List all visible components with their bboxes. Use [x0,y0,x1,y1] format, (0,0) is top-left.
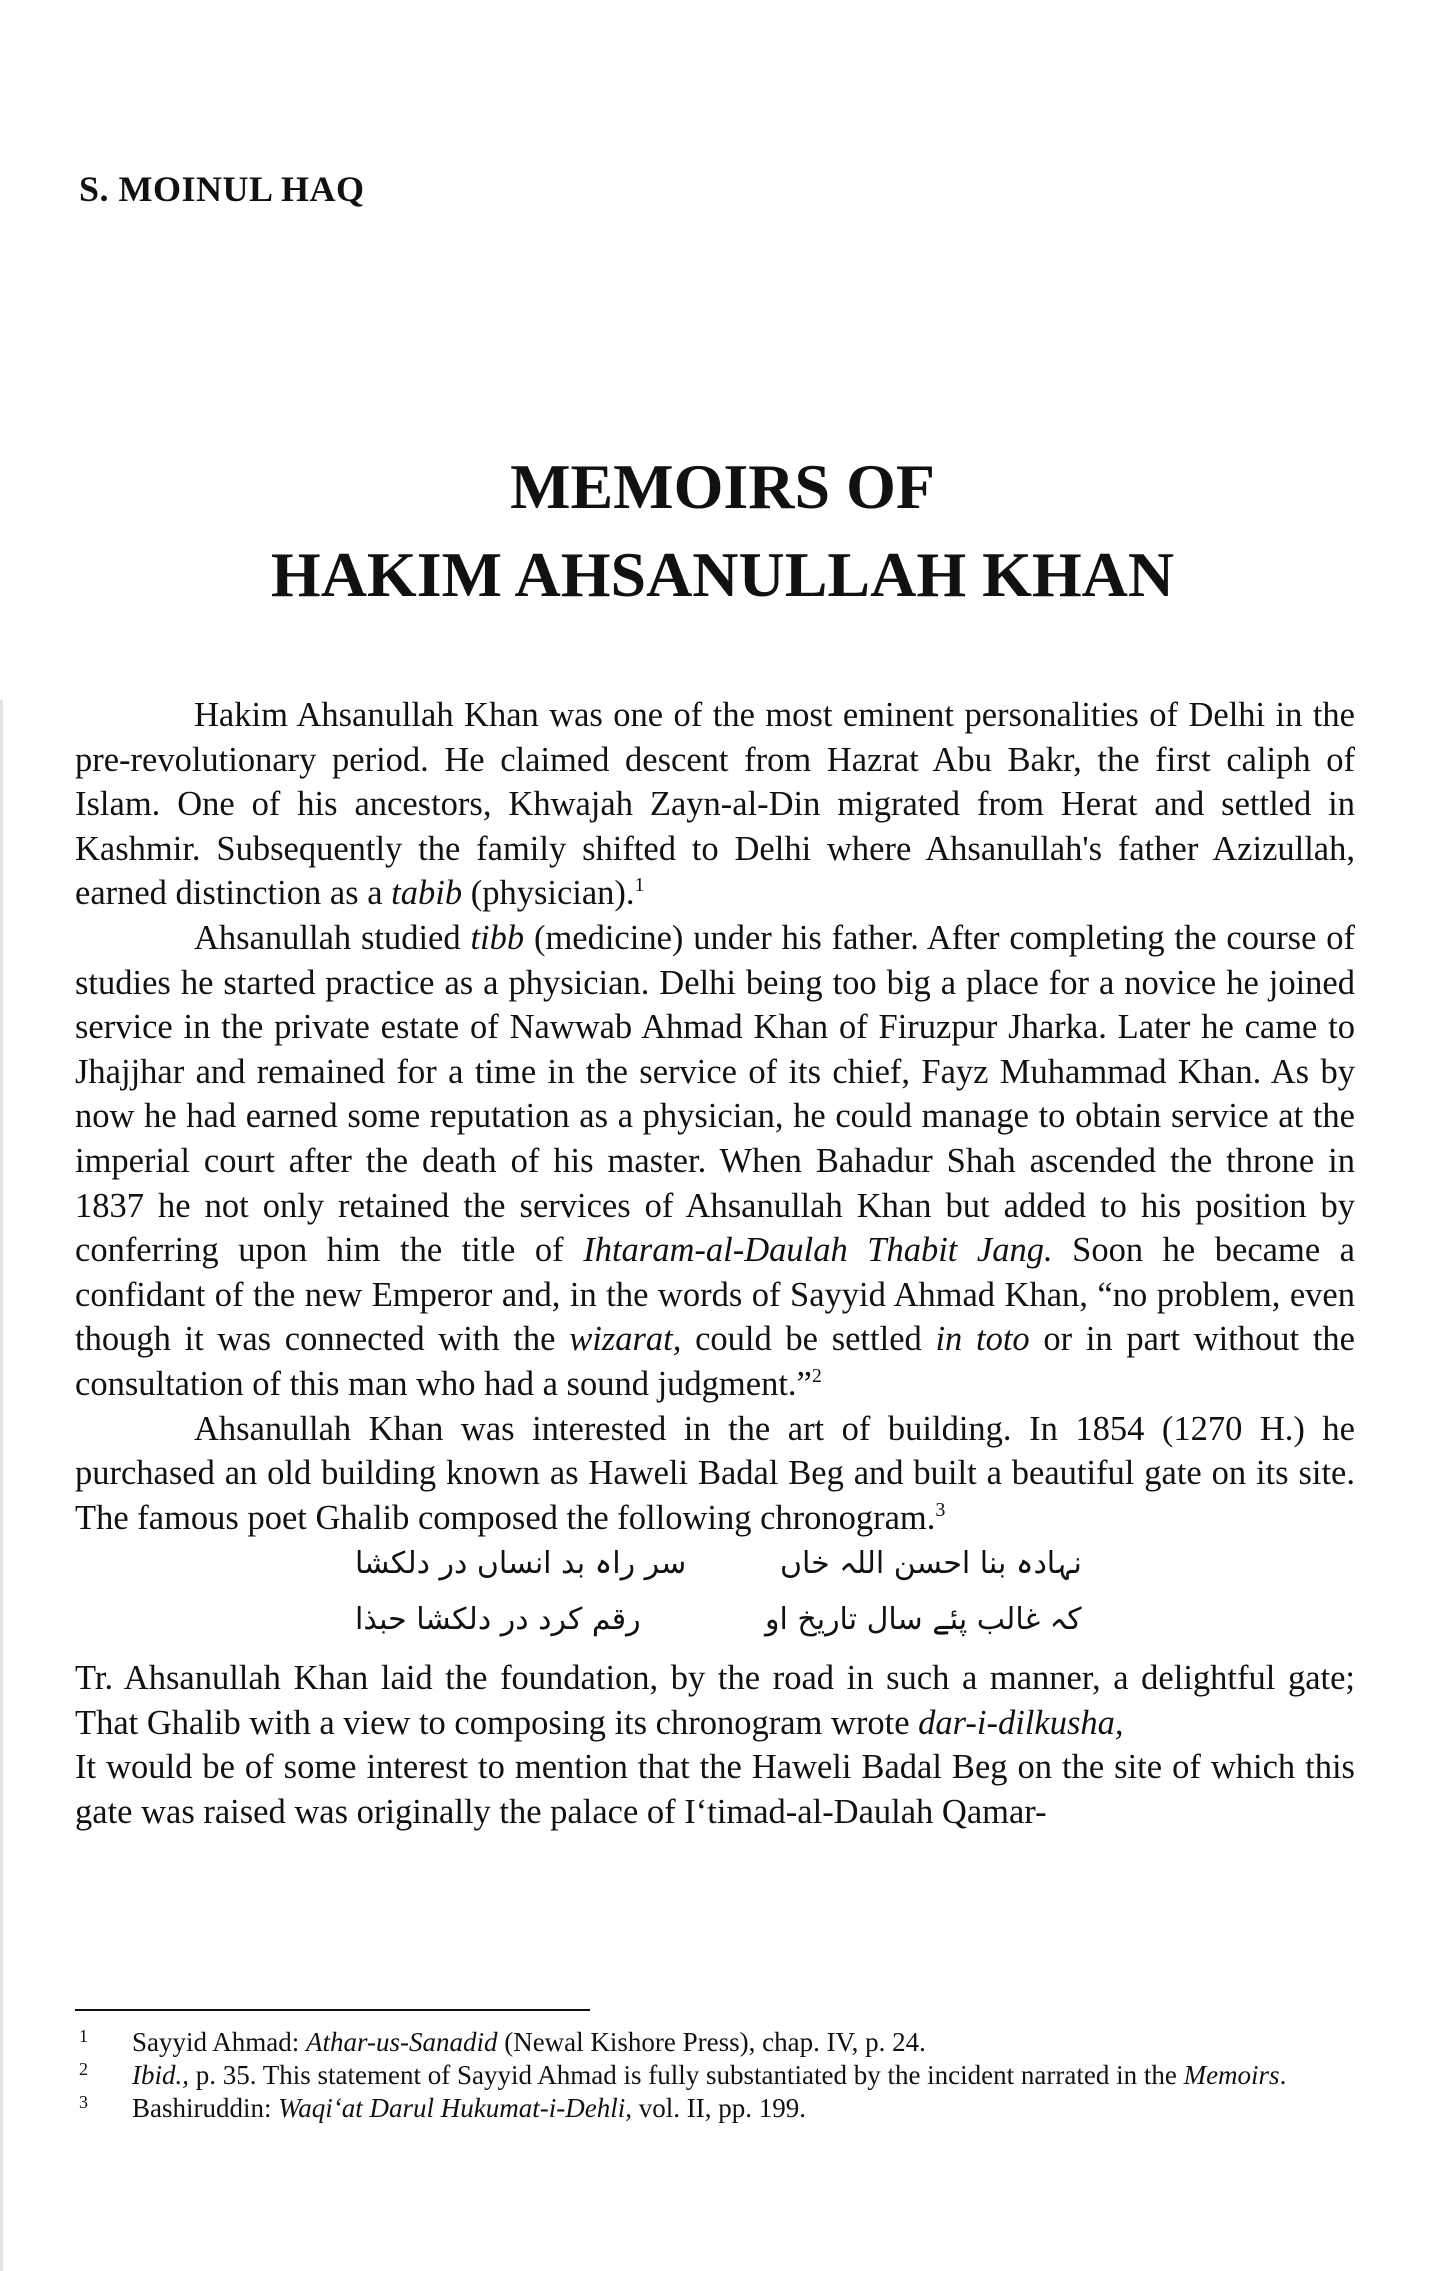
article-title [0,443,1445,619]
footnote-ref-3[interactable]: 3 [935,1498,946,1521]
text-run: Bashiruddin: [132,2093,279,2123]
urdu-chronogram [75,1542,1355,1650]
footnote-ref-2[interactable]: 2 [811,1364,822,1387]
italic-term: Memoirs [1183,2060,1280,2090]
title-line-1: MEMOIRS OF [510,451,935,522]
footnote-number: 2 [79,2059,88,2079]
italic-term: dar-i-dilkusha, [918,1703,1124,1742]
urdu-verse-2a: کہ غالب پئے سال تاریخ او [765,1602,1082,1638]
footnote-2 [75,2059,1360,2092]
text-run: could be settled [681,1320,936,1359]
paragraph-5: It would be of some interest to mention that the Haweli Badal Beg on the site of which this gate was raised was originally the palace of I‘timad-al-Daulah Qamar- [75,1748,1355,1832]
urdu-verse-1b: سر راہ بد انساں در دلکشا [355,1546,687,1582]
page-edge-shadow [0,700,3,2271]
footnote-1 [75,2026,1360,2059]
italic-term: Ibid., [132,2060,189,2090]
italic-term: tabib [391,874,463,913]
italic-term: tibb [470,918,525,957]
footnotes [75,2026,1360,2125]
text-run: Tr. Ahsanullah Khan laid the foundation, by the road in such a manner, a delightful gate; That Ghalib with a view to composing its chronogram wrote [75,1659,1355,1742]
text-run: Sayyid Ahmad: [132,2027,306,2057]
footnote-3 [75,2092,1360,2125]
footnote-number: 1 [79,2026,88,2046]
text-run: p. 35. This statement of Sayyid Ahmad is fully substantiated by the incident narrated in the [189,2060,1184,2090]
text-run: . [1279,2060,1287,2090]
urdu-verse-2b: رقم کرد در دلکشا حبذا [355,1602,641,1638]
title-line-2: HAKIM AHSANULLAH KHAN [270,539,1175,610]
text-run: Ahsanullah studied [194,918,471,957]
footnote-ref-1[interactable]: 1 [634,874,645,897]
italic-term: in toto [935,1320,1030,1359]
paragraph-1 [75,693,1355,916]
urdu-verse-1a: نہادہ بنا احسن اللہ خاں [780,1546,1082,1582]
italic-term: Ihtaram-al-Daulah Thabit Jang. [583,1231,1053,1270]
italic-term: wizarat, [569,1320,682,1359]
author-name: S. MOINUL HAQ [79,169,365,209]
footnote-number: 3 [79,2092,88,2112]
text-run: (medicine) under his father. After completing the course of studies he started practice as a physician. Delhi being too big a place for a novice he joined service in the private estate of Nawwab Ahmad Khan of Firuzpur Jharka. Later he came to Jhajjhar and remained for a time in the service of its chief, Fayz Muhammad Khan. As by now he had earned some reputation as a physician, he could manage to obtain service at the imperial court after the death of his master. When Bahadur Shah ascended the throne in 1837 he not only retained the services of Ahsanullah Khan but added to his position by conferring upon him the title of [75,918,1355,1270]
text-run: Ahsanullah Khan was interested in the art of building. In 1854 (1270 H.) he purchased an old building known as Haweli Badal Beg and built a beautiful gate on its site. The famous poet Ghalib composed the following chronogram. [75,1409,1355,1537]
text-run: Soon he became a confidant of the new Emperor and, in the words of Sayyid Ahmad Khan, “no problem, even though it was connected with the [75,1231,1355,1359]
text-run: (physician). [462,874,635,913]
article-body [75,693,1355,1835]
text-run: vol. II, pp. 199. [631,2093,806,2123]
paragraph-2 [75,916,1355,1407]
italic-term: Athar-us-Sanadid [306,2027,498,2057]
paragraph-3 [75,1407,1355,1541]
translation-paragraph [75,1656,1355,1745]
italic-term: Waqi‘at Darul Hukumat-i-Dehli, [278,2093,632,2123]
text-run: Hakim Ahsanullah Khan was one of the most eminent personalities of Delhi in the pre-revolutionary period. He claimed descent from Hazrat Abu Bakr, the first caliph of Islam. One of his ancestors, Khwajah Zayn-al-Din migrated from Herat and settled in Kashmir. Subsequently the family shifted to Delhi where Ahsanullah's father Azizullah, earned distinction as a [75,696,1355,913]
text-run: or in part without the consultation of this man who had a sound judgment.” [75,1320,1355,1403]
text-run: (Newal Kishore Press), chap. IV, p. 24. [497,2027,926,2057]
footnote-divider [75,2009,590,2011]
